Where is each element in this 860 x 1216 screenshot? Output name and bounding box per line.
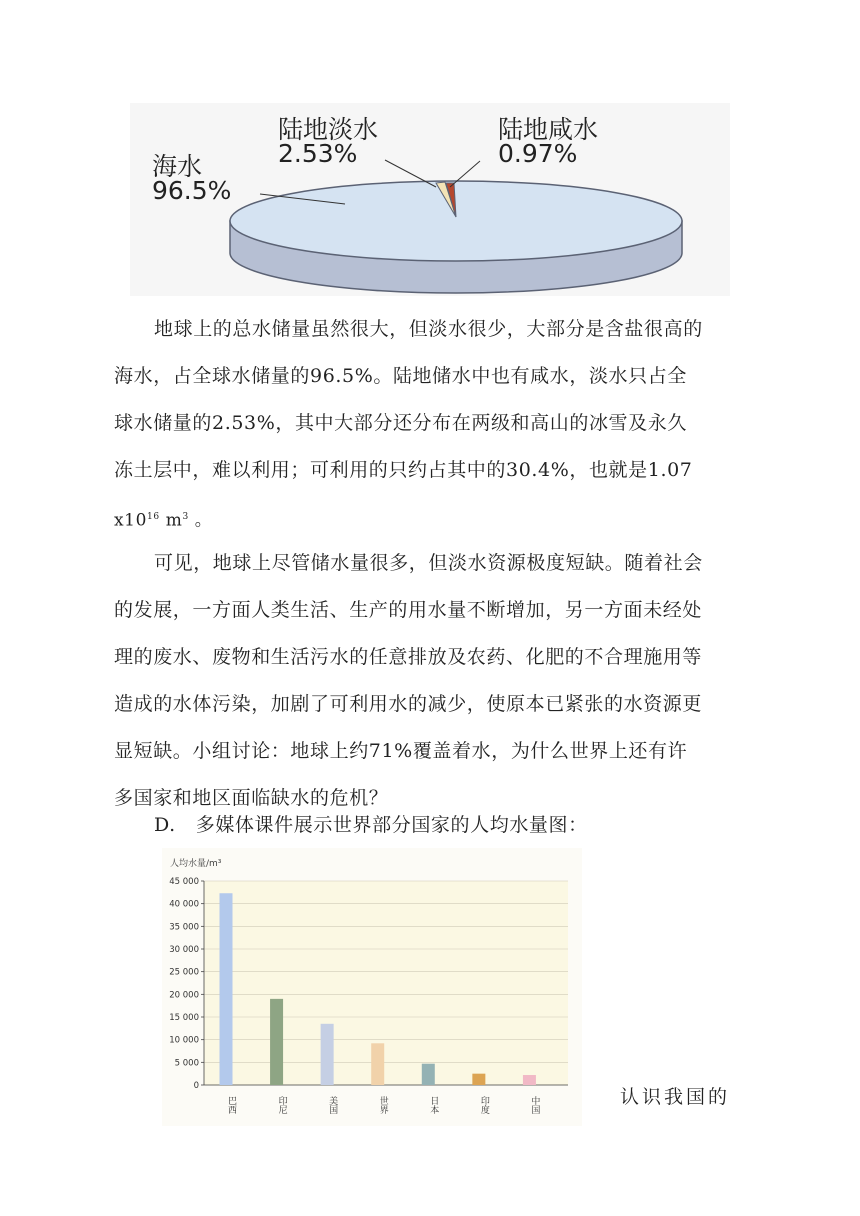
bar-chart-figure bbox=[162, 848, 582, 1126]
pie-chart-figure bbox=[130, 103, 730, 296]
category-label: 世界 bbox=[377, 1096, 388, 1114]
bar-6 bbox=[472, 1074, 485, 1085]
paragraph-line: 球水储量的2.53%，其中大部分还分布在两级和高山的冰雪及永久 bbox=[114, 412, 687, 434]
formula-prefix: x10 bbox=[114, 510, 148, 531]
pie-label-value: 96.5% bbox=[152, 176, 232, 205]
paragraph-line: 显短缺。小组讨论：地球上约71%覆盖着水，为什么世界上还有许 bbox=[114, 740, 688, 762]
pie-slice-ocean bbox=[230, 181, 682, 261]
item-d bbox=[114, 802, 734, 849]
category-label: 日本 bbox=[428, 1096, 439, 1114]
bar-2 bbox=[270, 999, 283, 1085]
bar-3 bbox=[321, 1024, 334, 1085]
y-tick-label: 15 000 bbox=[169, 1013, 199, 1023]
pie-label-value: 2.53% bbox=[278, 139, 358, 168]
paragraph-line: 多国家和地区面临缺水的危机？ bbox=[114, 787, 389, 809]
y-tick-label: 0 bbox=[193, 1081, 199, 1091]
formula-unit: m bbox=[165, 510, 183, 531]
paragraph-line: 可见，地球上尽管储水量很多，但淡水资源极度短缺。随着社会 bbox=[154, 552, 703, 574]
volume-formula bbox=[114, 494, 734, 541]
formula-exponent: 16 bbox=[147, 512, 160, 522]
plot-area bbox=[204, 881, 568, 1085]
bar-chart bbox=[162, 848, 582, 1126]
trailing-text: 认识我国的 bbox=[620, 1086, 731, 1108]
pie-label-value: 0.97% bbox=[498, 139, 578, 168]
item-d-marker: D. bbox=[154, 814, 176, 836]
pie-label-freshwater bbox=[278, 115, 379, 168]
category-label: 印度 bbox=[478, 1096, 489, 1114]
item-d-line bbox=[114, 802, 734, 849]
category-label: 印尼 bbox=[276, 1096, 287, 1114]
y-tick-label: 40 000 bbox=[169, 899, 199, 910]
y-tick-label: 5 000 bbox=[174, 1058, 199, 1069]
category-label: 美国 bbox=[327, 1096, 338, 1114]
bar-4 bbox=[371, 1043, 384, 1085]
y-tick-label: 10 000 bbox=[169, 1035, 199, 1046]
formula-unit-exponent: 3 bbox=[182, 512, 189, 522]
paragraph-water-distribution bbox=[114, 306, 734, 541]
bar-1 bbox=[220, 893, 233, 1085]
y-tick-label: 25 000 bbox=[169, 967, 199, 978]
item-d-text: 多媒体课件展示世界部分国家的人均水量图： bbox=[195, 814, 588, 836]
paragraph-line: 造成的水体污染，加剧了可利用水的减少，使原本已紧张的水资源更 bbox=[114, 693, 703, 715]
category-label: 巴西 bbox=[226, 1096, 236, 1114]
paragraph-line: 的发展，一方面人类生活、生产的用水量不断增加，另一方面未经处 bbox=[114, 599, 703, 621]
pie-label-name: 海水 bbox=[152, 152, 203, 181]
y-tick-label: 45 000 bbox=[169, 877, 199, 887]
y-tick-label: 30 000 bbox=[169, 945, 199, 955]
paragraph-line: 冻土层中，难以利用；可利用的只约占其中的30.4%，也就是1.07 bbox=[114, 459, 693, 481]
pie-label-name: 陆地咸水 bbox=[498, 115, 599, 144]
pie-label-name: 陆地淡水 bbox=[278, 115, 379, 144]
paragraph-line: 海水，占全球水储量的96.5%。陆地储水中也有咸水，淡水只占全 bbox=[114, 365, 687, 387]
chart-y-axis-label: 人均水量/m³ bbox=[170, 859, 222, 869]
pie-label-ocean bbox=[152, 152, 232, 205]
y-tick-label: 20 000 bbox=[169, 990, 199, 1001]
formula-suffix: 。 bbox=[194, 510, 213, 531]
paragraph-line: 地球上的总水储量虽然很大，但淡水很少，大部分是含盐很高的 bbox=[154, 318, 703, 340]
y-tick-label: 35 000 bbox=[169, 922, 199, 933]
pie-label-saltwater bbox=[498, 115, 599, 168]
paragraph-water-shortage bbox=[114, 540, 734, 822]
paragraph-line: 理的废水、废物和生活污水的任意排放及农药、化肥的不合理施用等 bbox=[114, 646, 703, 668]
bar-5 bbox=[422, 1064, 435, 1085]
category-label: 中国 bbox=[529, 1096, 540, 1114]
bar-7 bbox=[523, 1075, 536, 1085]
